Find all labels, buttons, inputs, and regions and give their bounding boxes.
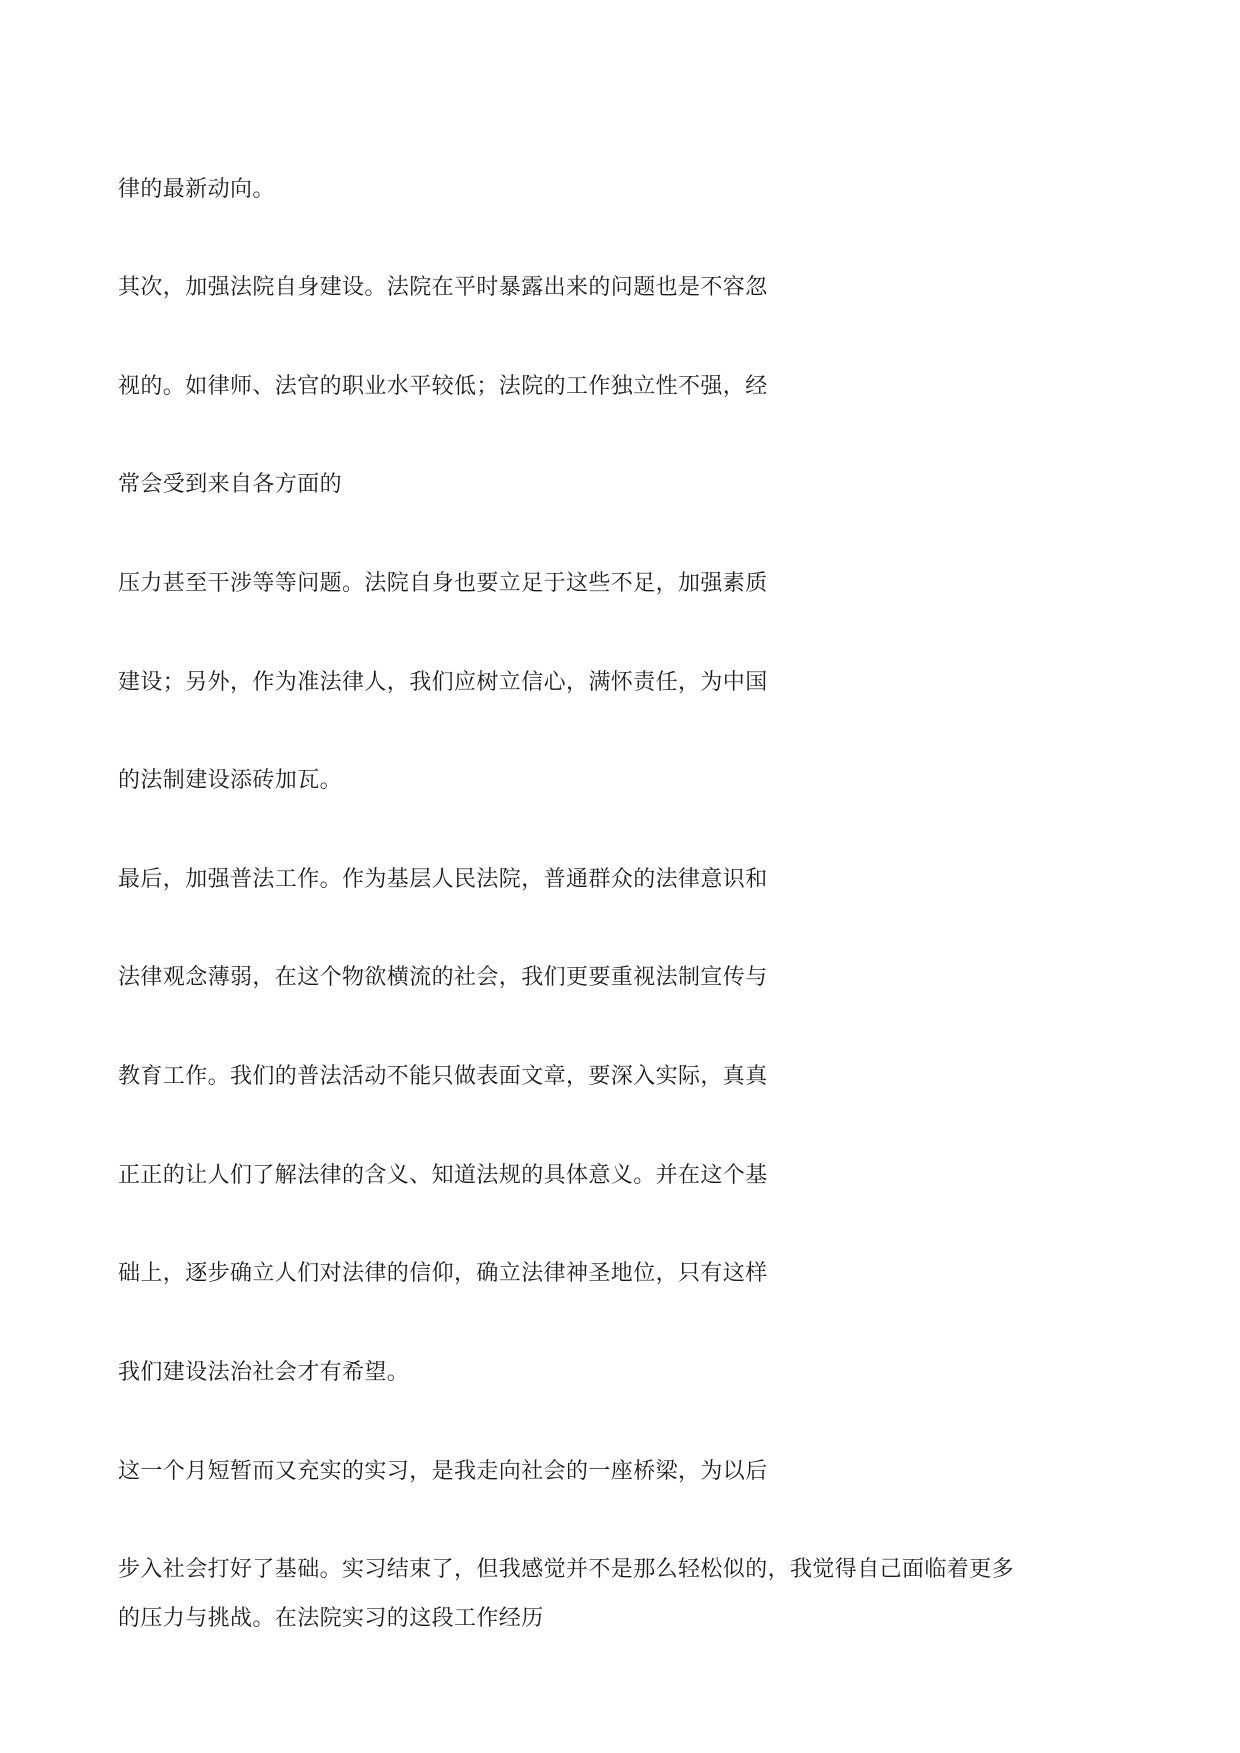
- text-line: 的法制建设添砖加瓦。: [118, 768, 343, 793]
- text-line: 其次，加强法院自身建设。法院在平时暴露出来的问题也是不容忽: [118, 275, 768, 300]
- text-line: 建设；另外，作为准法律人，我们应树立信心，满怀责任，为中国: [118, 670, 768, 695]
- text-line: 的压力与挑战。在法院实习的这段工作经历: [118, 1606, 544, 1631]
- text-line: 常会受到来自各方面的: [118, 472, 343, 497]
- text-line: 础上，逐步确立人们对法律的信仰，确立法律神圣地位，只有这样: [118, 1261, 768, 1286]
- text-line: 这一个月短暂而又充实的实习，是我走向社会的一座桥梁，为以后: [118, 1459, 768, 1484]
- text-line: 正正的让人们了解法律的含义、知道法规的具体意义。并在这个基: [118, 1163, 768, 1188]
- text-line: 最后，加强普法工作。作为基层人民法院，普通群众的法律意识和: [118, 867, 768, 892]
- text-line: 我们建设法治社会才有希望。: [118, 1360, 410, 1385]
- text-line: 教育工作。我们的普法活动不能只做表面文章，要深入实际，真真: [118, 1064, 768, 1089]
- text-line: 法律观念薄弱，在这个物欲横流的社会，我们更要重视法制宣传与: [118, 965, 768, 990]
- text-line: 步入社会打好了基础。实习结束了，但我感觉并不是那么轻松似的，我觉得自己面临着更多: [118, 1557, 1015, 1582]
- text-line: 律的最新动向。: [118, 177, 275, 202]
- text-line: 视的。如律师、法官的职业水平较低；法院的工作独立性不强，经: [118, 374, 768, 399]
- text-line: 压力甚至干涉等等问题。法院自身也要立足于这些不足，加强素质: [118, 571, 768, 596]
